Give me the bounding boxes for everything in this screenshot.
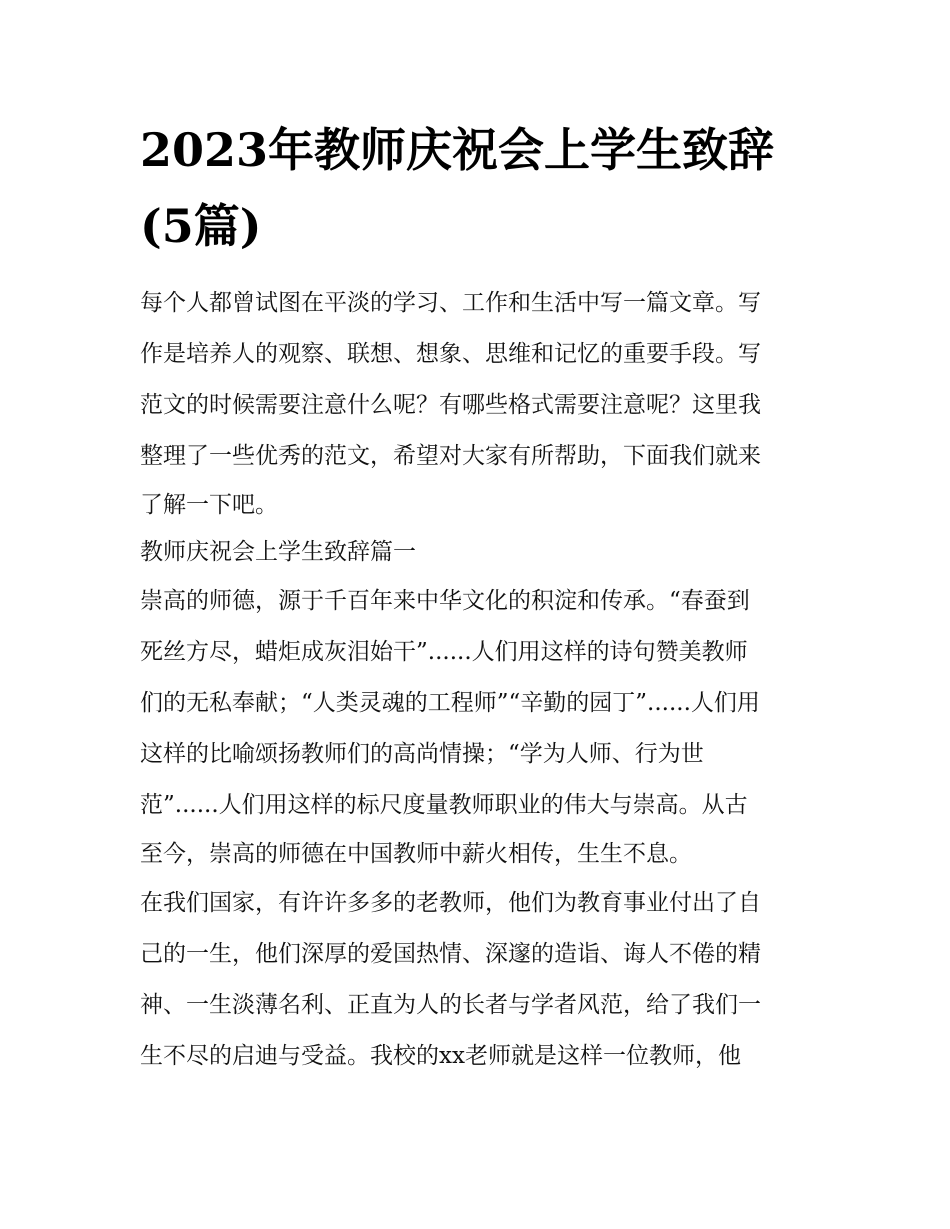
title-line: (5篇): [140, 199, 262, 253]
document-body: [140, 278, 820, 1082]
body-paragraph-2: [140, 878, 820, 1082]
text-line: 这样的比喻颂扬教师们的高尚情操；“学为人师、行为世: [140, 741, 704, 767]
text-line: 每个人都曾试图在平淡的学习、工作和生活中写一篇文章。写: [140, 290, 761, 316]
intro-paragraph: [140, 278, 820, 529]
text-line: 作是培养人的观察、联想、想象、思维和记忆的重要手段。写: [140, 341, 761, 367]
document-title: [140, 112, 820, 264]
text-line: 死丝方尽，蜡炬成灰泪始干”......人们用这样的诗句赞美教师: [140, 639, 748, 665]
text-line: 己的一生，他们深厚的爱国热情、深邃的造诣、诲人不倦的精: [140, 941, 761, 967]
section-heading: 教师庆祝会上学生致辞篇一: [140, 539, 416, 565]
title-line: 2023年教师庆祝会上学生致辞: [140, 123, 775, 177]
text-line: 整理了一些优秀的范文，希望对大家有所帮助，下面我们就来: [140, 443, 761, 469]
text-line: 了解一下吧。: [140, 492, 278, 518]
text-line: 至今，崇高的师德在中国教师中薪火相传，生生不息。: [140, 841, 692, 867]
body-paragraph-1: [140, 576, 820, 878]
text-line: 们的无私奉献；“人类灵魂的工程师”“辛勤的园丁”......人们用: [140, 690, 760, 716]
text-line: 范文的时候需要注意什么呢？有哪些格式需要注意呢？这里我: [140, 392, 761, 418]
text-line: 崇高的师德，源于千百年来中华文化的积淀和传承。“春蚕到: [140, 588, 750, 614]
text-line: 生不尽的启迪与受益。我校的xx老师就是这样一位教师，他: [140, 1043, 741, 1069]
text-line: 神、一生淡薄名利、正直为人的长者与学者风范，给了我们一: [140, 992, 761, 1018]
text-line: 范”......人们用这样的标尺度量教师职业的伟大与崇高。从古: [140, 792, 748, 818]
text-line: 在我们国家，有许许多多的老教师，他们为教育事业付出了自: [140, 890, 761, 916]
